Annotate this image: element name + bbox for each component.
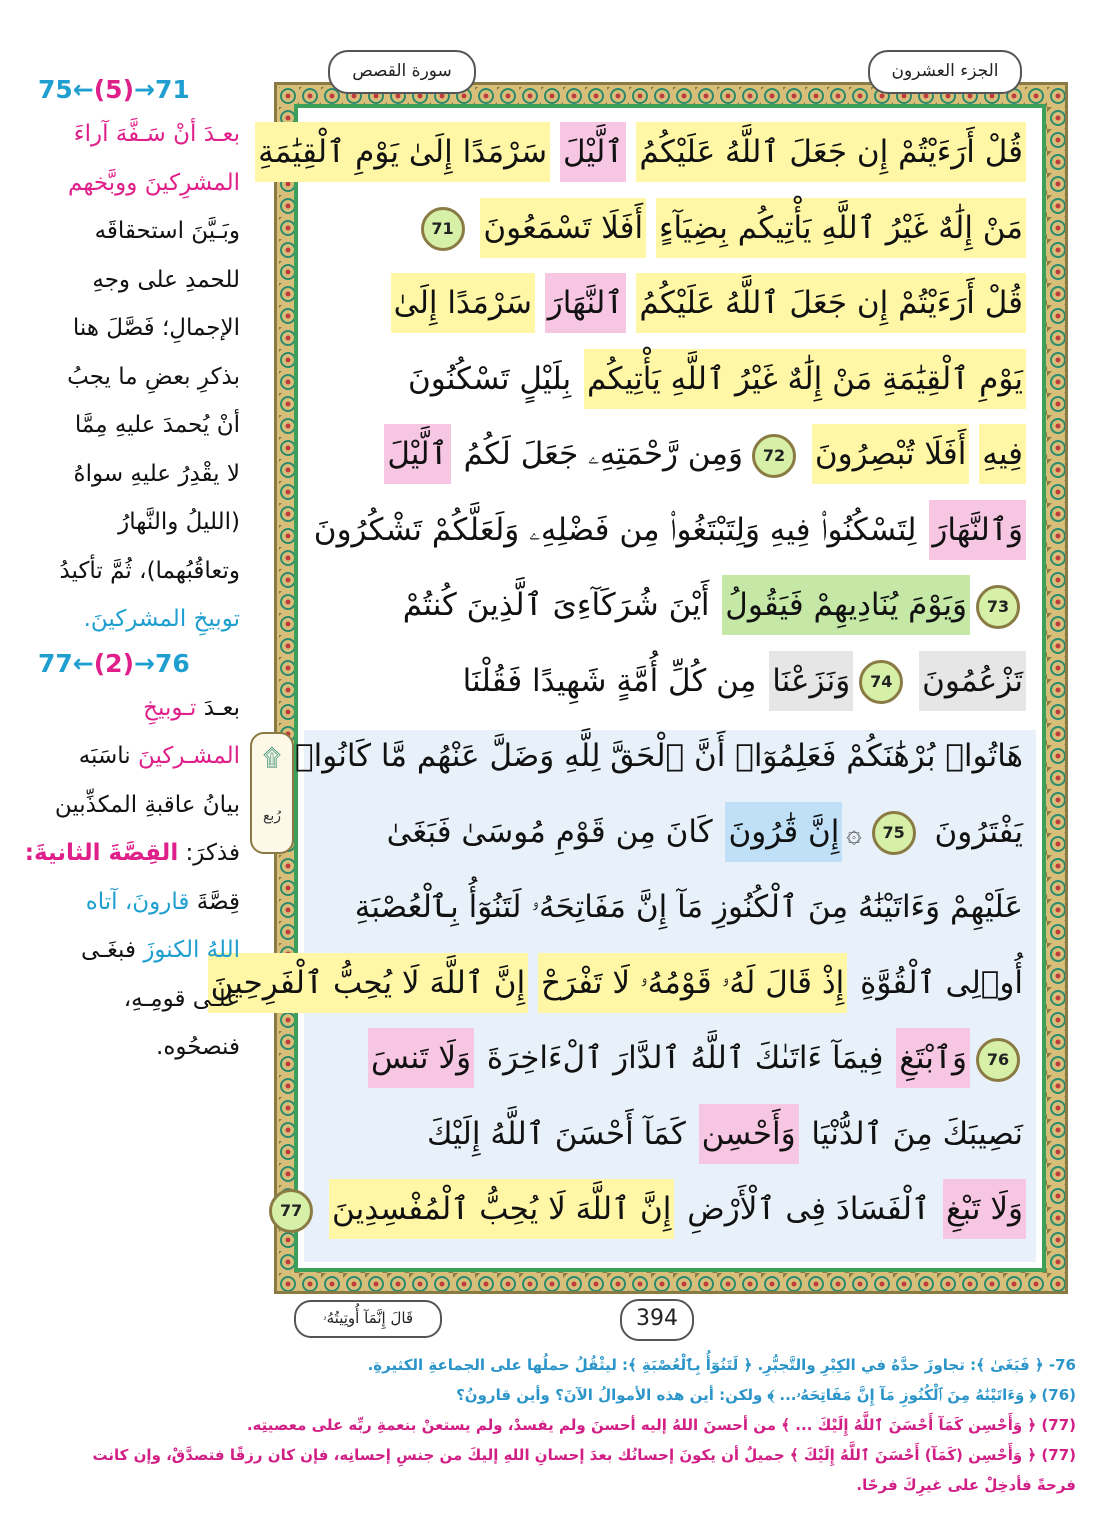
footnotes	[26, 1350, 1076, 1500]
footnote-line: 76- ﴿ فَبَغَىٰ ﴾: تجاوزَ حدَّهُ في الكِبْرِ والتَّجبُّرِ. ﴿ لَتَنُوٓأُ بِٱلْعُصْبَةِ ﴾: ليثْقُلُ حملُها على الجماعةِ الكثيرةِ.	[367, 1356, 1076, 1374]
verse-segment: أَفَلَا تُبْصِرُونَ	[812, 424, 970, 484]
verse-segment: أَيْنَ شُرَكَآءِىَ ٱلَّذِينَ كُنتُمْ	[402, 587, 710, 623]
commentary-block-1	[18, 110, 240, 644]
verse-segment: سَرْمَدًا إِلَىٰ	[391, 273, 535, 333]
side-commentary	[18, 70, 240, 1072]
rub-marker	[250, 732, 294, 854]
rub-star-icon: ۞	[846, 818, 862, 849]
arrow-left-icon: ←	[72, 648, 94, 678]
commentary-line	[18, 304, 240, 353]
verse-segment: إِنَّ ٱللَّهَ لَا يُحِبُّ ٱلْمُفْسِدِينَ	[329, 1179, 674, 1239]
commentary-text: ناسَبَه	[78, 743, 131, 769]
verse-segment: ٱلنَّهَارَ	[545, 273, 627, 333]
commentary-line	[18, 110, 240, 159]
surah-label: سورة القصص	[328, 50, 476, 94]
verse-segment: مِن كُلِّ أُمَّةٍ شَهِيدًا فَقُلْنَا	[462, 662, 757, 699]
verse-segment: يَفْتَرُونَ	[934, 813, 1023, 850]
verse-segment: مَنْ إِلَٰهٌ غَيْرُ ٱللَّهِ يَأْتِيكُم بِضِيَآءٍ	[656, 198, 1026, 258]
commentary-line	[18, 159, 240, 208]
ayah-number-badge: 72	[752, 434, 796, 478]
verse-segment: أُو۟لِى ٱلْقُوَّةِ	[860, 964, 1023, 1001]
verse-line	[314, 500, 1026, 560]
verse-line	[314, 349, 1026, 409]
commentary-line	[18, 207, 240, 256]
verse-line	[314, 273, 1026, 333]
ayah-number-badge: 73	[976, 585, 1020, 629]
commentary-line	[18, 926, 240, 975]
verse-segment: ٱلْفَسَادَ فِى ٱلْأَرْضِ	[687, 1191, 931, 1227]
commentary-line	[18, 353, 240, 402]
commentary-text: اللهُ الكنوزَ	[143, 937, 240, 963]
verse-line	[258, 122, 1026, 182]
verse-segment: لِتَسْكُنُوا۟ فِيهِ وَلِتَبْتَغُوا۟ مِن فَضْلِهِۦ وَلَعَلَّكُمْ تَشْكُرُونَ	[313, 511, 917, 548]
verse-segment: أَفَلَا تَسْمَعُونَ	[480, 198, 646, 258]
commentary-text: فذكرَ:	[185, 840, 240, 866]
ayah-number-badge: 71	[421, 207, 465, 251]
verse-segment: ٱلَّيْلَ	[384, 424, 450, 484]
verse-segment: فِيمَآ ءَاتَىٰكَ ٱللَّهُ ٱلدَّارَ ٱلْءَاخِرَةَ	[486, 1040, 884, 1076]
ayah-number-badge: 74	[859, 660, 903, 704]
verse-line	[314, 575, 1026, 635]
commentary-text: المشـركينَ	[137, 743, 240, 769]
ayah-number-badge: 77	[269, 1189, 313, 1233]
footnote-line: (77) ﴿ وَأَحْسِن (كَمَآ) أَحْسَنَ ٱللَّهُ إِلَيْكَ ﴾ جميلٌ أن يكونَ إحسانُك بعدَ إحسانِ اللهِ إليكَ من جنسِ إحسانِه، فإن كان رزقًا فتصدَّقْ، وإن كانت	[92, 1446, 1076, 1464]
verse-segment: هَاتُوا۟ بُرْهَٰنَكُمْ فَعَلِمُوٓا۟ أَنَّ ٱلْحَقَّ لِلَّهِ وَضَلَّ عَنْهُم مَّا كَانُوا۟	[295, 738, 1023, 774]
verse-segment: وَلَا تَنسَ	[368, 1028, 474, 1088]
verse-segment: وَٱبْتَغِ	[896, 1028, 970, 1088]
verse-segment: نَصِيبَكَ مِنَ ٱلدُّنْيَا	[811, 1115, 1023, 1152]
arrow-right-icon: →	[134, 648, 155, 678]
commentary-text: بيانُ عاقبةِ المكذِّبين	[54, 791, 240, 818]
footnote-line: فرحةً فأدخِلْ على غيرِكَ فرحًا.	[856, 1476, 1076, 1494]
commentary-line	[18, 684, 240, 733]
commentary-block-2	[18, 684, 240, 1072]
verse-line	[314, 198, 1026, 258]
verse-segment: إِنَّ ٱللَّهَ لَا يُحِبُّ ٱلْفَرِحِينَ	[208, 953, 529, 1013]
commentary-line	[18, 732, 240, 781]
commentary-text: قِصَّةَ	[196, 888, 240, 915]
ayah-number-badge: 75	[872, 811, 916, 855]
commentary-text: المشرِكينَ ووبَّخهم	[68, 169, 240, 196]
verse-segment: بِلَيْلٍ تَسْكُنُونَ	[408, 360, 572, 397]
verse-segment: تَزْعُمُونَ	[919, 651, 1026, 711]
commentary-line	[18, 975, 240, 1024]
verse-segment: إِنَّ قَٰرُونَ	[725, 802, 842, 862]
commentary-text: تـوبيخِ	[143, 694, 197, 721]
verse-line	[314, 802, 1026, 862]
verse-segment: ٱلَّيْلَ	[560, 122, 626, 182]
commentary-line	[18, 878, 240, 927]
commentary-text: توبيخِ المشركينَ.	[83, 606, 240, 632]
commentary-line	[18, 547, 240, 596]
commentary-text: بذكرِ بعضِ ما يجبُ	[67, 363, 240, 390]
verse-line	[280, 1179, 1026, 1239]
commentary-line	[18, 256, 240, 305]
verse-line	[314, 1028, 1026, 1088]
rub-label: رُبع	[262, 808, 282, 824]
ayah-range-1	[18, 70, 240, 110]
ayah-number-badge: 76	[976, 1038, 1020, 1082]
verse-segment: يَوْمِ ٱلْقِيَٰمَةِ مَنْ إِلَٰهٌ غَيْرُ ٱللَّهِ يَأْتِيكُم	[584, 349, 1026, 409]
commentary-line	[18, 1023, 240, 1072]
commentary-line	[18, 401, 240, 450]
verse-line	[314, 1104, 1026, 1164]
verse-segment: سَرْمَدًا إِلَىٰ يَوْمِ ٱلْقِيَٰمَةِ	[255, 122, 550, 182]
range-from: 71	[154, 75, 190, 104]
verse-segment: وَلَا تَبْغِ	[943, 1179, 1026, 1239]
verse-line	[295, 726, 1026, 786]
commentary-text: وبَـيَّنَ استحقاقَه	[94, 218, 240, 244]
range-to: 75	[38, 75, 73, 104]
verse-segment: إِذْ قَالَ لَهُۥ قَوْمُهُۥ لَا تَفْرَحْ	[538, 953, 847, 1013]
commentary-line	[18, 829, 240, 878]
commentary-text: فبغَـى	[81, 937, 136, 963]
commentary-text: القِصَّةَ الثانيةَ:	[24, 840, 179, 866]
commentary-text: فنصحُوه.	[156, 1034, 240, 1060]
commentary-text: بعـدَ أنْ سَـفَّهَ آراءَ	[73, 121, 240, 147]
verse-line	[210, 953, 1026, 1013]
verse-segment: وَنَزَعْنَا	[769, 651, 853, 711]
commentary-text: بعـدَ	[203, 694, 240, 721]
commentary-line	[18, 450, 240, 499]
commentary-line	[18, 595, 240, 644]
commentary-text: علـى قومِـهِ،	[123, 985, 240, 1012]
commentary-text: الإجمالِ؛ فَصَّلَ هنا	[72, 315, 240, 341]
verse-segment: قُلْ أَرَءَيْتُمْ إِن جَعَلَ ٱللَّهُ عَلَيْكُمُ	[636, 273, 1026, 333]
footnote-line: (77) ﴿ وَأَحْسِن كَمَآ أَحْسَنَ ٱللَّهُ إِلَيْكَ ... ﴾ من أحسنَ اللهُ إليه أحسنَ ولم يفسدْ، ولم يستعنْ بنعمةِ ربِّه على معصيتِه.	[246, 1416, 1076, 1434]
verse-segment: قُلْ أَرَءَيْتُمْ إِن جَعَلَ ٱللَّهُ عَلَيْكُمُ	[636, 122, 1026, 182]
verse-segment: عَلَيْهِمْ وَءَاتَيْنَٰهُ مِنَ ٱلْكُنُوزِ مَآ إِنَّ مَفَاتِحَهُۥ لَتَنُوٓأُ بِٱلْعُصْبَةِ	[354, 889, 1023, 925]
rub-ornament-icon: ۩	[262, 744, 282, 772]
commentary-line	[18, 781, 240, 830]
verse-line	[314, 424, 1026, 484]
arrow-left-icon: ←	[72, 75, 94, 104]
range-count: (5)	[93, 75, 134, 104]
verse-segment: فِيهِ	[979, 424, 1026, 484]
verse-segment: كَانَ مِن قَوْمِ مُوسَىٰ فَبَغَىٰ	[386, 813, 713, 850]
commentary-text: للحمدِ على وجهِ	[92, 266, 240, 293]
ayah-range-2	[18, 644, 240, 684]
range-to: 77	[38, 648, 73, 678]
range-from: 76	[154, 648, 190, 678]
arrow-right-icon: →	[134, 75, 155, 104]
commentary-text: وتعاقُبُهما)، ثُمَّ تأكيدُ	[59, 557, 240, 584]
commentary-line	[18, 498, 240, 547]
commentary-text: قارونَ، آتاه	[85, 888, 190, 915]
footnote-line: (76) ﴿ وَءَاتَيْنَٰهُ مِنَ ٱلْكُنُوزِ مَآ إِنَّ مَفَاتِحَهُۥ... ﴾ ولكن: أين هذه الأموالُ الآنَ؟ وأين قارونُ؟	[456, 1386, 1076, 1404]
verse-segment: وَٱلنَّهَارَ	[929, 500, 1026, 560]
commentary-text: أنْ يُحمدَ عليهِ مِمَّا	[74, 412, 240, 438]
page-number: 394	[620, 1299, 694, 1341]
verse-segment: كَمَآ أَحْسَنَ ٱللَّهُ إِلَيْكَ	[426, 1115, 686, 1152]
commentary-text: (الليلُ والنَّهارُ	[118, 509, 240, 535]
catchword: قَالَ إِنَّمَآ أُوتِيتُهُۥ	[294, 1300, 442, 1338]
verse-segment: وَأَحْسِن	[699, 1104, 799, 1164]
range-count: (2)	[93, 648, 134, 678]
verse-line	[314, 877, 1026, 937]
verse-segment: وَيَوْمَ يُنَادِيهِمْ فَيَقُولُ	[722, 575, 970, 635]
juz-label: الجزء العشرون	[868, 50, 1022, 94]
verse-line	[314, 651, 1026, 711]
commentary-text: لا يقْدِرُ عليهِ سواهُ	[73, 460, 240, 487]
verse-segment: وَمِن رَّحْمَتِهِۦ جَعَلَ لَكُمُ	[463, 436, 743, 472]
